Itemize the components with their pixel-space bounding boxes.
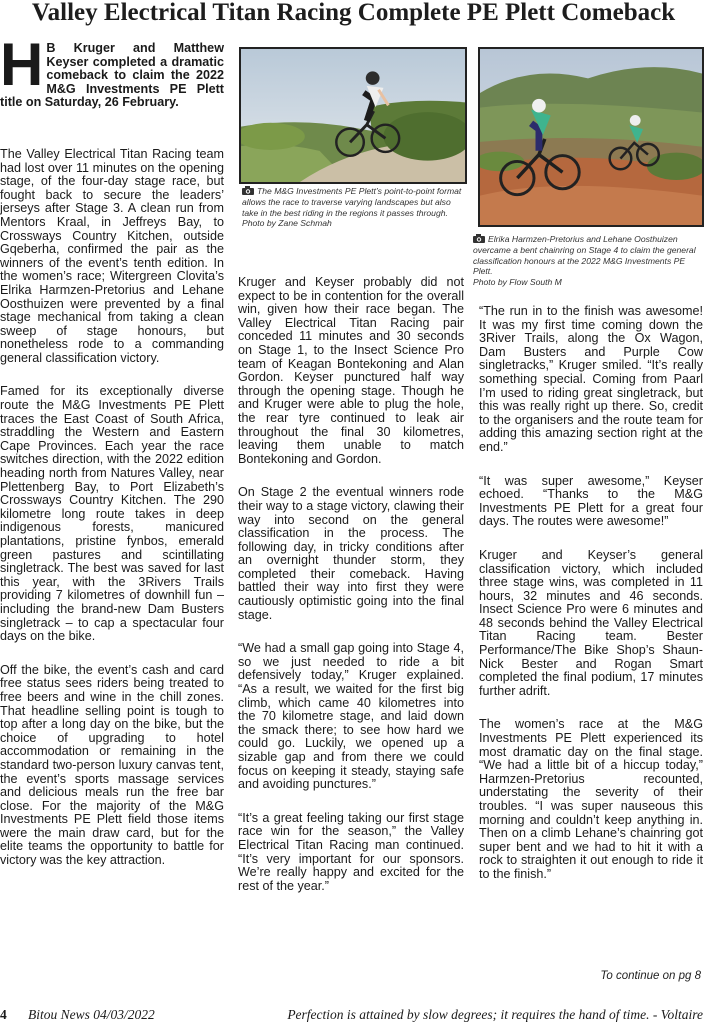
- lead-paragraph: [0, 31, 224, 110]
- camera-icon: [473, 234, 485, 243]
- page-number: 4: [0, 1007, 7, 1022]
- page-headline: Valley Electrical Titan Racing Complete PE Plett Comeback: [31, 0, 676, 26]
- photo-credit: Photo by Zane Schmah: [242, 218, 332, 229]
- publication-date: Bitou News 04/03/2022: [28, 1007, 155, 1022]
- photo-caption-1: [242, 186, 464, 229]
- body-paragraph: “It was super awesome,” Keyser echoed. “Thanks to the M&G Investments PE Plett for a great four days. The routes were awesome!”: [479, 473, 703, 529]
- body-paragraph: The women’s race at the M&G Investments PE Plett experienced its most dramatic day on the final stage. “We had a little bit of a hiccup today,” Harmzen-Pretorius recounted, understating the severity of their troubles. “I was super nauseous this morning and couldn’t keep anything in. Then on a climb Lehane’s chainring got super bent and we had to hit it with a rock to straighten it out enough to ride it to the finish.”: [479, 717, 703, 881]
- article-column-1: [0, 31, 224, 888]
- photo-caption-2: [473, 234, 705, 288]
- photo-credit: Photo by Flow South M: [473, 277, 562, 288]
- footer-quote: Perfection is attained by slow degrees; it requires the hand of time. - Voltaire: [287, 1007, 703, 1022]
- page-footer: [0, 1007, 707, 1024]
- photo-riders-singletrack: [478, 47, 704, 227]
- continue-note: To continue on pg 8: [600, 970, 701, 982]
- body-paragraph: The Valley Electrical Titan Racing team had lost over 11 minutes on the opening stage, of the four-day stage race, but fought back to secure the leaders’ jerseys after Stage 3. A clean run from Mentors Kraal, in Jeffreys Bay, to Crossways Country Kitchen, outside Gqeberha, confirmed the pair as the winners of the event’s tenth edition. In the women’s race; Witergreen Clovita’s Elrika Harmzen-Pretorius and Lehane Oosthuizen were prevented by a final stage mechanical from taking a clean sweep of stage honours, but nonetheless rode to a commanding general classification victory.: [0, 146, 224, 365]
- caption-text: Elrika Harmzen-Pretorius and Lehane Oosthuizen overcame a bent chainring on Stage 4 to claim the general classification honours at the 2022 M&G Investments PE Plett.: [473, 234, 696, 277]
- camera-icon: [242, 186, 254, 195]
- photo-rider-gravel-road: [239, 47, 467, 184]
- body-paragraph: “We had a small gap going into Stage 4, so we just needed to ride a bit defensively today,” Kruger explained. “As a result, we waited for the first big climb, which came 40 kilometres into the 70 kilometre stage, and laid down the smack there; to see how hard we could go. Luckily, we opened up a sizable gap and from there we could focus on keeping it steady, staying safe and avoiding punctures.”: [238, 641, 464, 792]
- article-column-3: [479, 305, 703, 902]
- body-paragraph: “It’s a great feeling taking our first stage race win for the season,” the Valley Electrical Titan Racing man continued. “It’s very important for our sponsors. We’re really happy and excited for the rest of the year.”: [238, 810, 464, 893]
- body-paragraph: “The run in to the finish was awesome! It was my first time coming down the 3River Trails, along the Ox Wagon, Dam Busters and Purple Cow singletracks,” Kruger smiled. “It’s really something special. Coming from Paarl I’m used to riding great singletrack, but this was really right up there. So, credit to the organisers and the route team for adding this amazing section right at the end.”: [479, 304, 703, 454]
- body-paragraph: Kruger and Keyser probably did not expect to be in contention for the overall win, given how their race began. The Valley Electrical Titan Racing pair conceded 11 minutes and 30 seconds on Stage 1, to the Insect Science Pro team of Keagan Bontekoning and Alan Gordon. Keyser punctured half way through the opening stage. Though he and Kruger were able to plug the hole, the rear tyre continued to leak air throughout the final 30 kilometres, leaving them unable to match Bontekoning and Gordon.: [238, 275, 464, 466]
- body-paragraph: Famed for its exceptionally diverse route the M&G Investments PE Plett traces the East Coast of South Africa, straddling the Western and Eastern Cape Provinces. Each year the race switches direction, with the 2022 edition heading north from Natures Valley, near Plettenberg Bay, to Port Elizabeth’s Crossways Country Kitchen. The 290 kilometre long route takes in deep indigenous forests, manicured plantations, pristine fynbos, emerald green pastures and scintillating singletrack. The best was saved for last this year, with the 3Rivers Trails providing 7 kilometres of downhill fun – including the brand-new Dam Busters singletrack – to cap a spectacular four days on the bike.: [0, 384, 224, 644]
- article-column-2: [238, 276, 464, 913]
- drop-cap: H: [0, 31, 44, 98]
- body-paragraph: On Stage 2 the eventual winners rode their way to a stage victory, clawing their way into second on the general classification in the process. The following day, in tricky conditions after an overnight thunder storm, they completed their comeback. Having battled their way into first they were cautiously optimistic going into the final stage.: [238, 485, 464, 622]
- body-paragraph: Kruger and Keyser’s general classification victory, which included three stage wins, was completed in 11 hours, 32 minutes and 46 seconds. Insect Science Pro were 6 minutes and 48 seconds behind the Valley Electrical Titan Racing team. Bester Performance/The Bike Shop’s Shaun-Nick Bester and Rogan Smart completed the final podium, 17 minutes further adrift.: [479, 547, 703, 698]
- caption-text: The M&G Investments PE Plett’s point-to-point format allows the race to traverse varying landscapes but also take in the best riding in the regions it passes through.: [242, 186, 462, 218]
- body-paragraph: Off the bike, the event’s cash and card free status sees riders being treated to free beers and wine in the chill zones. That headline selling point is tough to top after a long day on the bike, but the choice of upgrading to hotel accommodation or remaining in the standard two-person luxury canvas tent, the event’s sports massage services and delicious meals run the free bar close. For the majority of the M&G Investments PE Plett field those items were the main draw card, but for the elite teams the opportunity to battle for victory was the key attraction.: [0, 662, 224, 868]
- lead-text: B Kruger and Matthew Keyser completed a dramatic comeback to claim the 2022 M&G Investments PE Plett title on Saturday, 26 February.: [0, 41, 224, 110]
